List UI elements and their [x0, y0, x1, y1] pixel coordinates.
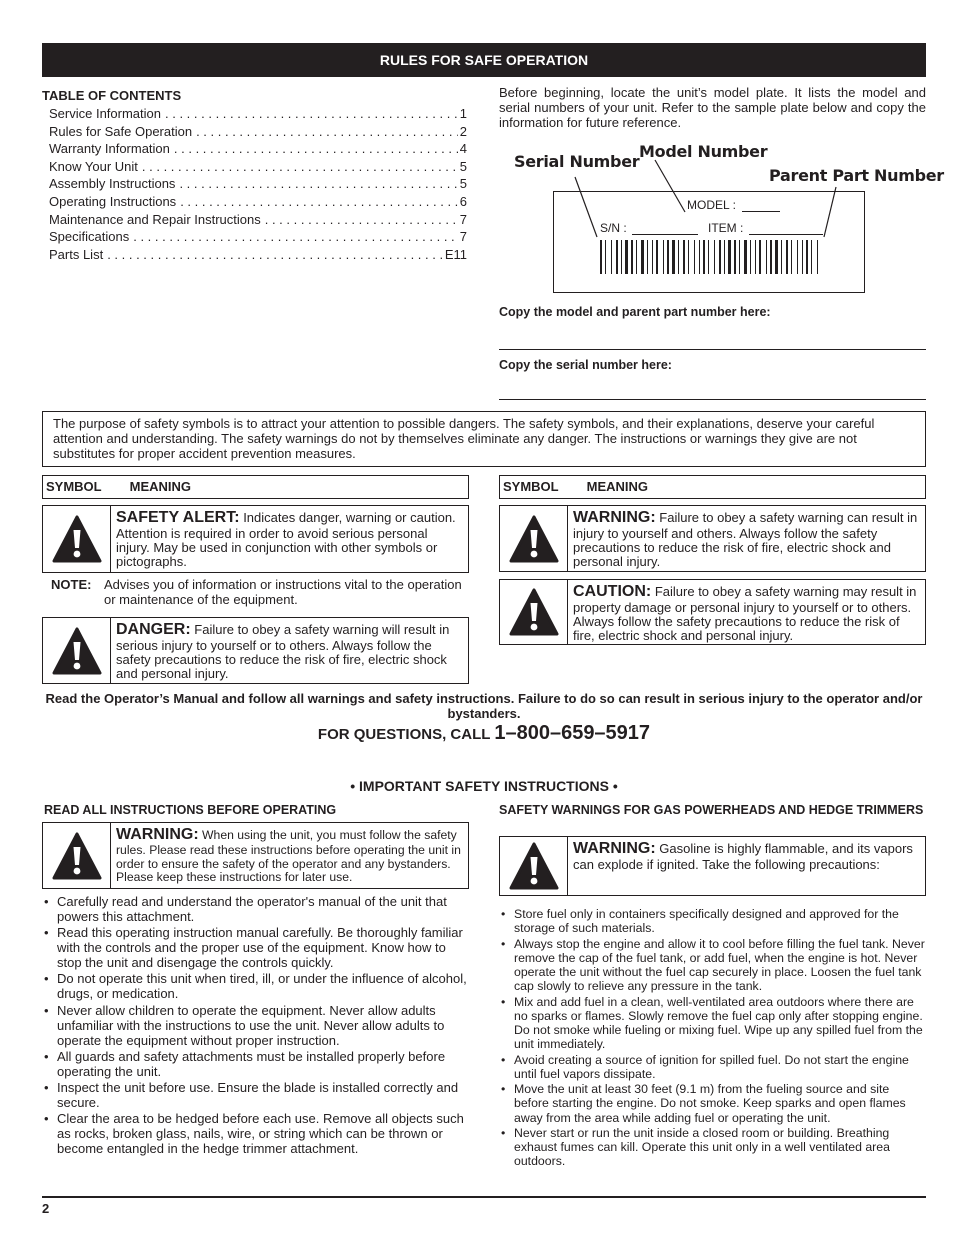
- section-header: [42, 43, 926, 77]
- toc-entry-label: Warranty Information: [49, 141, 170, 157]
- warning-triangle-icon: [43, 506, 111, 572]
- toc-entry-page: 7: [459, 229, 467, 245]
- toc-leader-dots: [107, 247, 443, 265]
- danger-meaning: [111, 618, 468, 683]
- toc-entry: [49, 247, 467, 265]
- parent-part-number-label: Parent Part Number: [769, 166, 944, 185]
- list-item: • Store fuel only in containers specifically designed and approved for the storage of such materials.: [499, 907, 926, 936]
- copy-serial-line: [499, 399, 926, 400]
- right-bullet-list: [499, 907, 926, 1170]
- safety-alert-text: Indicates danger, warning or caution. Attention is required in order to avoid serious personal injury. May be used in conjunction with other symbols or pictographs.: [116, 510, 456, 570]
- right-warning-meaning: [568, 837, 925, 895]
- right-warning-box: [499, 836, 926, 896]
- warning-triangle-icon: [500, 506, 568, 571]
- right-section-title: SAFETY WARNINGS FOR GAS POWERHEADS AND HEDGE TRIMMERS: [499, 803, 924, 817]
- toc-entry-label: Rules for Safe Operation: [49, 123, 193, 139]
- warning-triangle-icon: [43, 618, 111, 683]
- serial-number-label: Serial Number: [514, 152, 640, 171]
- list-item: • Always stop the engine and allow it to cool before filling the fuel tank. Never remove the cap of the fuel tank, or add fuel, when the engine is hot. Never operate the unit without the fuel cap securely in place. Loosen the fuel tank cap slowly to relieve any pressure in the tank.: [499, 937, 926, 994]
- read-manual-notice: Read the Operator’s Manual and follow all warnings and safety instructions. Failure to do so can result in serious injury to the operator and/or bystanders.: [45, 691, 923, 722]
- toc-entry-page: 4: [459, 141, 467, 157]
- important-heading: • IMPORTANT SAFETY INSTRUCTIONS •: [350, 778, 618, 794]
- section-title: RULES FOR SAFE OPERATION: [379, 51, 589, 68]
- caution-text: Failure to obey a safety warning may result in property damage or personal injury to yourself or to others. Always follow the safety precautions to reduce the risk of fire, electric shock and personal injury.: [573, 584, 917, 644]
- phone-number: 1–800–659–5917: [494, 722, 651, 744]
- toc-entry-label: Know Your Unit: [49, 158, 138, 174]
- list-item: • All guards and safety attachments must be installed properly before operating the unit.: [42, 1049, 469, 1079]
- toc-entry: [49, 106, 467, 124]
- left-warning-box: [42, 822, 469, 889]
- danger-text: Failure to obey a safety warning will result in serious injury to yourself or to others. Always follow the safety precautions to reduce the risk of fire, electric shock and personal injury.: [116, 622, 450, 682]
- list-item: • Never start or run the unit inside a closed room or building. Breathing exhaust fumes can kill. Operate this unit only in a well ventilated area outdoors.: [499, 1126, 926, 1169]
- toc-entry: [49, 124, 467, 142]
- toc-leader-dots: [196, 124, 458, 142]
- right-warning-text: Gasoline is highly flammable, and its vapors can explode if ignited. Take the following precautions:: [573, 841, 913, 872]
- toc-entry-page: 2: [459, 123, 467, 139]
- meaning-column-header: MEANING: [586, 479, 649, 495]
- list-item: • Never allow children to operate the equipment. Never allow adults unfamiliar with the instructions to use the unit. Never allow adults to operate the equipment without proper instruction.: [42, 1003, 469, 1048]
- barcode-icon: [600, 240, 824, 274]
- left-section-title: READ ALL INSTRUCTIONS BEFORE OPERATING: [44, 803, 337, 817]
- toc-entry-page: E11: [444, 246, 467, 262]
- toc-entry: [49, 176, 467, 194]
- symbol-column-header: SYMBOL: [503, 479, 559, 495]
- meaning-column-header: MEANING: [129, 479, 192, 495]
- list-item: • Clear the area to be hedged before each use. Remove all objects such as rocks, broken glass, nails, wire, or string which can be thrown or become entangled in the hedge trimmer attachment.: [42, 1111, 469, 1156]
- note-title: NOTE:: [51, 577, 92, 592]
- list-item: • Move the unit at least 30 feet (9.1 m) from the fueling source and site before starting the engine. Do not smoke. Keep sparks and open flames away from the area while adding fuel or operating the unit.: [499, 1082, 926, 1125]
- safety-alert-title: SAFETY ALERT:: [116, 509, 240, 526]
- model-number-label: Model Number: [639, 142, 768, 161]
- page-number: 2: [42, 1201, 50, 1216]
- plate-model-field: MODEL :: [687, 198, 736, 212]
- toc-entry-page: 5: [459, 158, 467, 174]
- safety-alert-meaning: [111, 506, 468, 572]
- toc-entry-label: Maintenance and Repair Instructions: [49, 211, 261, 227]
- warning-text: Failure to obey a safety warning can result in injury to yourself and others. Always follow the safety precautions to reduce the risk of fire, electric shock and personal injury.: [573, 510, 918, 570]
- intro-text: Before beginning, locate the unit’s model plate. It lists the model and serial numbers of your unit. Refer to the sample plate below and copy the information for future reference.: [499, 85, 926, 131]
- symbol-column-header: SYMBOL: [46, 479, 102, 495]
- questions-line: [42, 722, 926, 746]
- plate-sn-line: [632, 234, 698, 235]
- toc-entry: [49, 194, 467, 212]
- toc-entry: [49, 212, 467, 230]
- symbol-table-header-right: [499, 475, 926, 499]
- warning-title: WARNING:: [573, 509, 656, 526]
- caution-meaning: [568, 580, 925, 644]
- warning-row: [499, 505, 926, 572]
- toc-leader-dots: [174, 141, 458, 159]
- toc-entry: [49, 229, 467, 247]
- toc-title: TABLE OF CONTENTS: [42, 88, 182, 103]
- list-item: • Do not operate this unit when tired, ill, or under the influence of alcohol, drugs, or medication.: [42, 971, 469, 1001]
- note-text: Advises you of information or instructions vital to the operation or maintenance of the equipment.: [104, 577, 462, 608]
- toc-leader-dots: [265, 212, 458, 230]
- toc-entry-label: Specifications: [49, 229, 130, 245]
- toc-entry-page: 7: [459, 211, 467, 227]
- list-item: • Avoid creating a source of ignition for spilled fuel. Do not start the engine until fuel vapors dissipate.: [499, 1053, 926, 1082]
- list-item: • Inspect the unit before use. Ensure the blade is installed correctly and secure.: [42, 1080, 469, 1110]
- safety-purpose-text: The purpose of safety symbols is to attract your attention to possible dangers. The safety symbols, and their explanations, deserve your careful attention and understanding. The safety warnings do not by themselves eliminate any danger. The instructions or warnings they give are not substitutes for proper accident prevention measures.: [53, 416, 875, 462]
- toc-entry: [49, 141, 467, 159]
- toc-entry-label: Operating Instructions: [49, 193, 177, 209]
- toc-leader-dots: [180, 194, 458, 212]
- left-bullet-list: [42, 894, 469, 1157]
- caution-row: [499, 579, 926, 645]
- list-item: • Read this operating instruction manual carefully. Be thoroughly familiar with the controls and the proper use of the equipment. Know how to stop the unit and disengage the controls quickly.: [42, 925, 469, 970]
- toc-entry-label: Assembly Instructions: [49, 176, 176, 192]
- danger-row: [42, 617, 469, 684]
- list-item: • Mix and add fuel in a clean, well-ventilated area outdoors where there are no sparks or flames. Slowly remove the fuel cap only after stopping engine. Do not smoke while fueling or mixing fuel. Wipe up any spilled fuel from the unit immediately.: [499, 995, 926, 1052]
- warning-triangle-icon: [500, 580, 568, 644]
- warning-meaning: [568, 506, 925, 571]
- safety-purpose-box: [42, 411, 926, 467]
- safety-alert-row: [42, 505, 469, 573]
- toc-entry: [49, 159, 467, 177]
- toc-entry-label: Parts List: [49, 246, 104, 262]
- left-warning-title: WARNING:: [116, 826, 199, 843]
- footer-rule: [42, 1196, 926, 1198]
- note-row: [51, 577, 469, 608]
- toc-leader-dots: [133, 229, 458, 247]
- copy-model-line: [499, 349, 926, 350]
- toc-entry-page: 6: [459, 193, 467, 209]
- plate-item-field: ITEM :: [708, 221, 744, 235]
- toc-entry-page: 5: [459, 176, 467, 192]
- toc-leader-dots: [179, 176, 457, 194]
- toc-leader-dots: [142, 159, 458, 177]
- plate-item-line: [749, 234, 823, 235]
- plate-model-line: [742, 211, 780, 212]
- toc-entry-page: 1: [459, 106, 467, 121]
- plate-sn-field: S/N :: [600, 221, 627, 235]
- symbol-table-header-left: [42, 475, 469, 499]
- questions-prefix: FOR QUESTIONS, CALL: [317, 726, 495, 743]
- toc-leader-dots: [165, 106, 458, 124]
- warning-triangle-icon: [500, 837, 568, 895]
- right-warning-title: WARNING:: [573, 840, 656, 857]
- left-warning-text: When using the unit, you must follow the safety rules. Please read these instructions before operating the unit in order to ensure the safety of the operator and any bystanders. Please keep these instructions for later use.: [116, 828, 461, 885]
- toc-entry-label: Service Information: [49, 106, 161, 121]
- caution-title: CAUTION:: [573, 583, 652, 600]
- copy-model-label: Copy the model and parent part number here:: [499, 305, 771, 319]
- table-of-contents: [49, 106, 467, 264]
- copy-serial-label: Copy the serial number here:: [499, 358, 672, 372]
- warning-triangle-icon: [43, 823, 111, 888]
- danger-title: DANGER:: [116, 621, 191, 638]
- left-warning-meaning: [111, 823, 468, 888]
- list-item: • Carefully read and understand the operator's manual of the unit that powers this attachment.: [42, 894, 469, 924]
